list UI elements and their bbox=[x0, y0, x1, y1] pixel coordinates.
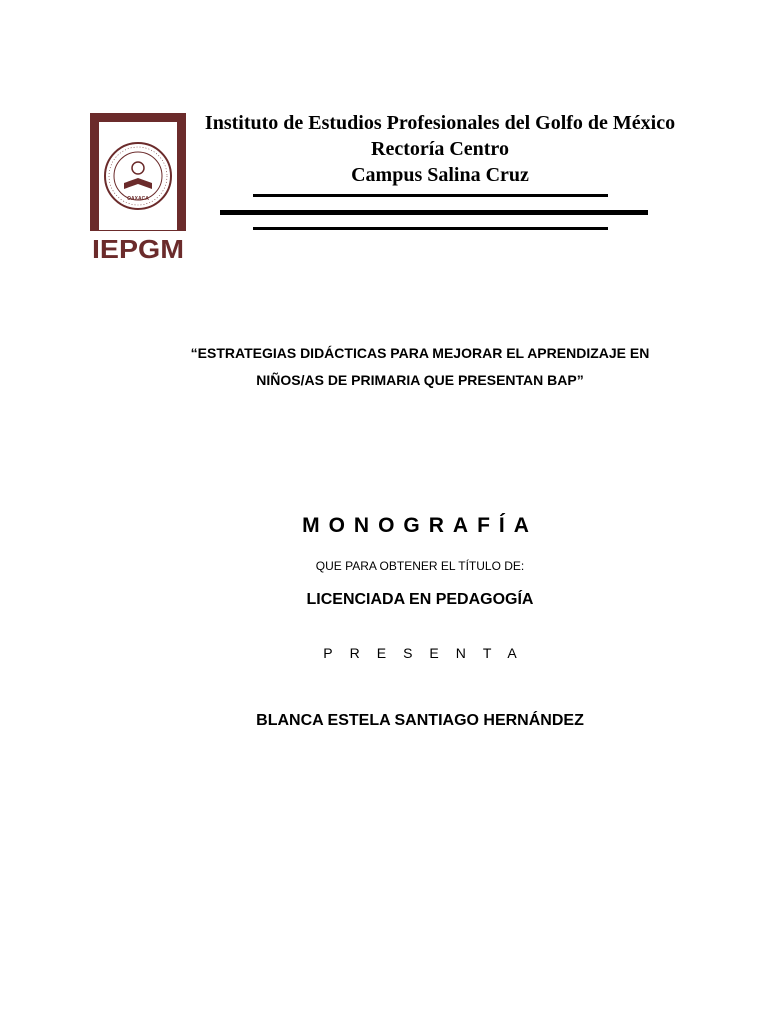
iepgm-logo-icon bbox=[90, 113, 190, 263]
header-divider-middle bbox=[220, 210, 648, 215]
author-name: BLANCA ESTELA SANTIAGO HERNÁNDEZ bbox=[256, 712, 584, 729]
presents-label: PRESENTA bbox=[323, 645, 534, 661]
logo-wordmark: IEPGM bbox=[92, 234, 184, 263]
header-divider-bottom bbox=[253, 227, 608, 230]
institution-header bbox=[180, 110, 700, 188]
degree-title: LICENCIADA EN PEDAGOGÍA bbox=[306, 591, 534, 608]
seal-state-text: OAXACA bbox=[127, 196, 149, 202]
thesis-title-line-1: “ESTRATEGIAS DIDÁCTICAS PARA MEJORAR EL APRENDIZAJE EN bbox=[190, 345, 650, 361]
rectory-name: Rectoría Centro bbox=[371, 138, 509, 160]
degree-purpose: QUE PARA OBTENER EL TÍTULO DE: bbox=[315, 559, 525, 573]
thesis-title-line-2: NIÑOS/AS DE PRIMARIA QUE PRESENTAN BAP” bbox=[256, 372, 584, 388]
campus-name: Campus Salina Cruz bbox=[351, 164, 529, 186]
institution-name: Instituto de Estudios Profesionales del Golfo de México bbox=[204, 112, 676, 134]
header-divider-top bbox=[253, 194, 608, 197]
document-type: MONOGRAFÍA bbox=[302, 514, 538, 537]
thesis-title bbox=[150, 340, 690, 394]
